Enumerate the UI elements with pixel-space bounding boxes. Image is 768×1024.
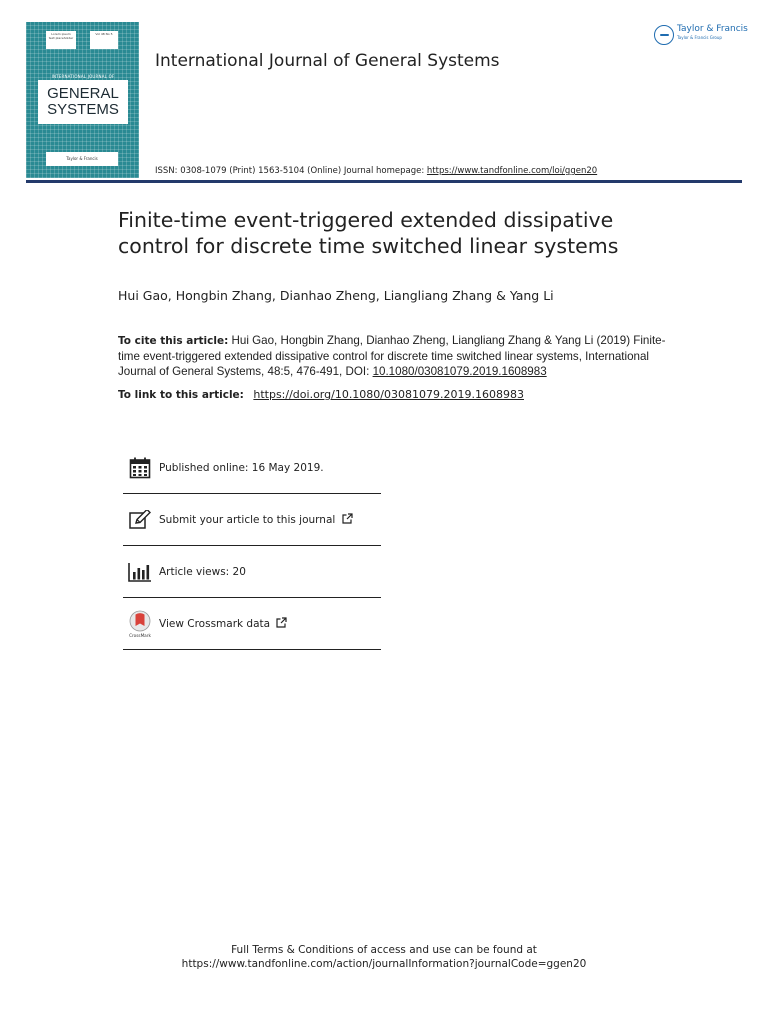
header-divider	[26, 180, 742, 183]
journal-cover-image	[26, 22, 139, 178]
taylor-francis-logo-icon	[654, 25, 674, 45]
article-doi-link[interactable]: https://doi.org/10.1080/03081079.2019.1608983	[253, 388, 524, 401]
cite-doi-link[interactable]: 10.1080/03081079.2019.1608983	[372, 365, 547, 378]
issn-line	[155, 166, 597, 176]
footer-terms-text: Full Terms & Conditions of access and use can be found at	[231, 944, 537, 956]
cite-text: Hui Gao, Hongbin Zhang, Dianhao Zheng, Liangliang Zhang & Yang Li (2019) Finite-time event-triggered extended dissipative control for discrete time switched linear systems, International Journal of General Systems, 48:5, 476-491, DOI:	[118, 334, 666, 378]
published-online-row	[123, 442, 381, 494]
publisher-logo[interactable]	[654, 24, 748, 45]
article-views-text: Article views: 20	[159, 565, 246, 578]
submit-article-row[interactable]	[123, 494, 381, 546]
cover-title	[38, 80, 128, 124]
bar-chart-icon	[128, 562, 152, 582]
publisher-logo-subtitle: Taylor & Francis Group	[677, 35, 722, 40]
citation-block	[118, 333, 678, 379]
edit-icon	[129, 510, 151, 530]
cite-label: To cite this article:	[118, 335, 229, 347]
article-title: Finite-time event-triggered extended dissipative control for discrete time switched linear systems	[118, 208, 619, 258]
link-label: To link to this article:	[118, 389, 244, 401]
cover-small-label: INTERNATIONAL JOURNAL OF	[51, 74, 115, 79]
cover-publisher: Taylor & Francis	[46, 152, 118, 166]
calendar-icon	[129, 457, 151, 479]
footer-terms-link[interactable]: https://www.tandfonline.com/action/journalInformation?journalCode=ggen20	[181, 958, 587, 970]
journal-homepage-link[interactable]: https://www.tandfonline.com/loi/ggen20	[426, 166, 598, 176]
article-info-list	[123, 442, 381, 650]
publisher-logo-name: Taylor & Francis	[677, 24, 748, 34]
cover-label-left: Lorem ipsum text placeholder	[46, 31, 76, 49]
article-link-row	[118, 388, 524, 401]
crossmark-icon	[127, 610, 153, 638]
article-views-row	[123, 546, 381, 598]
cover-title-line1: GENERAL	[47, 85, 119, 102]
submit-article-link[interactable]: Submit your article to this journal	[159, 514, 336, 526]
footer	[0, 943, 768, 971]
external-link-icon	[342, 513, 353, 524]
article-authors: Hui Gao, Hongbin Zhang, Dianhao Zheng, Liangliang Zhang & Yang Li	[118, 288, 554, 303]
cover-title-line2: SYSTEMS	[47, 101, 119, 118]
view-crossmark-link[interactable]: View Crossmark data	[159, 618, 271, 630]
issn-text: ISSN: 0308-1079 (Print) 1563-5104 (Online) Journal homepage:	[155, 166, 425, 176]
crossmark-row[interactable]	[123, 598, 381, 650]
crossmark-logo-text: CrossMark	[129, 632, 151, 638]
journal-title: International Journal of General Systems	[155, 51, 500, 71]
external-link-icon	[276, 617, 287, 628]
published-online-text: Published online: 16 May 2019.	[159, 461, 324, 474]
cover-label-right: Vol 48 No 5	[90, 31, 118, 49]
